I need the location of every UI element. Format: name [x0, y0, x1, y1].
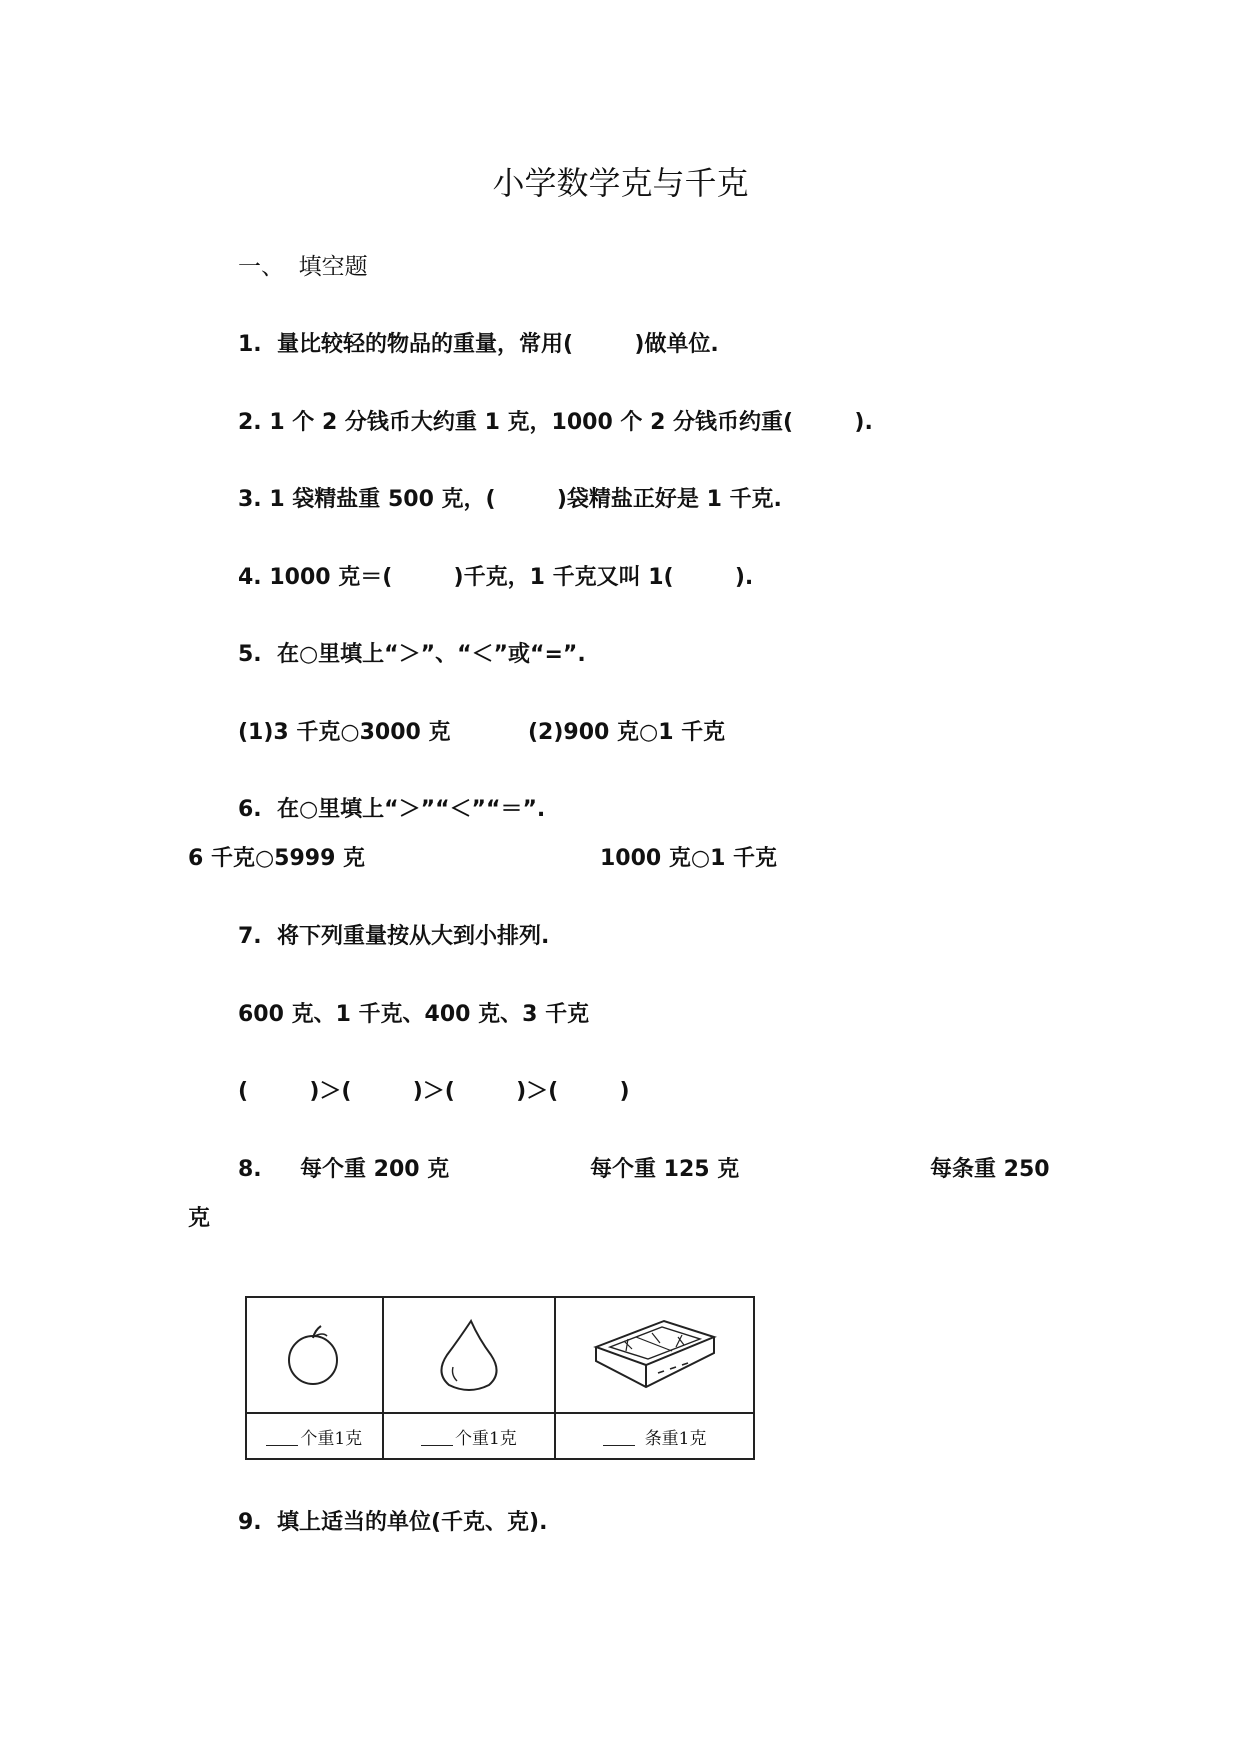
- question-8-pear-weight: 每个重 125 克: [590, 1157, 740, 1182]
- pear-caption-cell: [383, 1413, 556, 1459]
- apple-cell: [246, 1297, 383, 1413]
- question-8-unit-continued: 克: [188, 1206, 211, 1231]
- soap-caption-cell: [555, 1413, 754, 1459]
- question-3: 3. 1 袋精盐重 500 克，( )袋精盐正好是 1 千克.: [238, 487, 782, 512]
- question-2: 2. 1 个 2 分钱币大约重 1 克，1000 个 2 分钱币约重( ).: [238, 410, 873, 435]
- pear-icon: [429, 1315, 509, 1395]
- question-9: 9. 填上适当的单位(千克、克).: [238, 1510, 548, 1535]
- question-8-picture-table: [245, 1296, 755, 1460]
- apple-caption: 个重1克: [300, 1428, 363, 1449]
- apple-icon: [279, 1320, 349, 1390]
- question-4: 4. 1000 克＝( )千克，1 千克又叫 1( ).: [238, 565, 754, 590]
- answer-blank: [603, 1445, 635, 1446]
- question-7-list: 600 克、1 千克、400 克、3 千克: [238, 1002, 590, 1027]
- question-8-soap-weight: 每条重 250: [930, 1157, 1050, 1182]
- question-8-number: 8.: [238, 1157, 262, 1182]
- question-5-part-1: (1)3 千克○3000 克: [238, 720, 451, 745]
- question-6-part-2: 1000 克○1 千克: [600, 846, 778, 871]
- question-8-apple-weight: 每个重 200 克: [300, 1157, 450, 1182]
- question-6-part-1: 6 千克○5999 克: [188, 846, 366, 871]
- soap-caption: 条重1克: [644, 1428, 707, 1449]
- soap-cell: [555, 1297, 754, 1413]
- pear-cell: [383, 1297, 556, 1413]
- page-title: 小学数学克与千克: [492, 164, 749, 202]
- question-5: 5. 在○里填上“＞”、“＜”或“=”.: [238, 642, 586, 667]
- answer-blank: [421, 1445, 453, 1446]
- question-1: 1. 量比较轻的物品的重量，常用( )做单位.: [238, 332, 719, 357]
- question-7-answer-blanks: ( )＞( )＞( )＞( ): [238, 1079, 630, 1104]
- pear-caption: 个重1克: [454, 1428, 517, 1449]
- apple-caption-cell: [246, 1413, 383, 1459]
- question-5-part-2: (2)900 克○1 千克: [528, 720, 726, 745]
- soap-bar-icon: [590, 1315, 720, 1395]
- answer-blank: [266, 1445, 298, 1446]
- question-7: 7. 将下列重量按从大到小排列.: [238, 924, 550, 949]
- question-6: 6. 在○里填上“＞”“＜”“＝”.: [238, 797, 546, 822]
- section-heading-fill-blanks: 一、 填空题: [238, 254, 368, 280]
